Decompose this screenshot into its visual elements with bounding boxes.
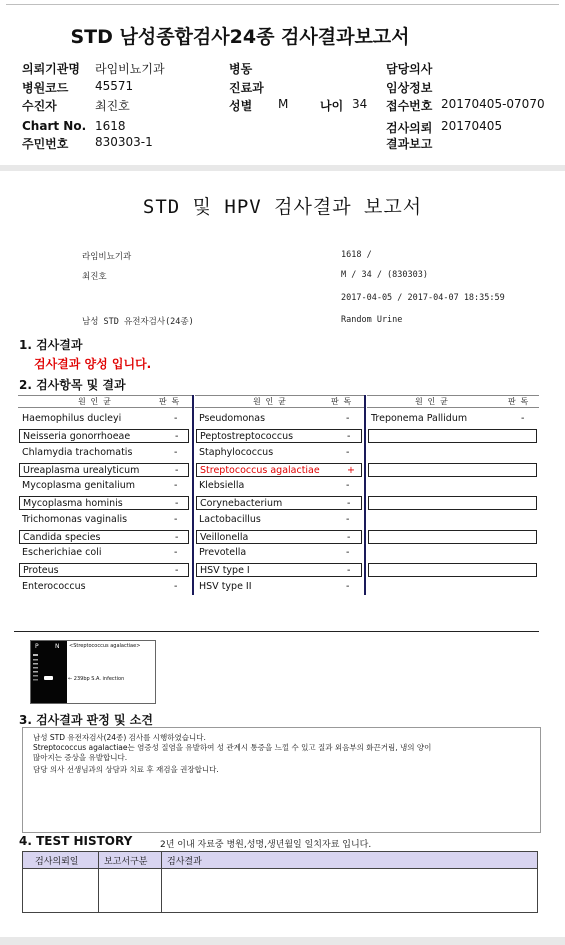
opinion-line: 많아지는 증상을 유발합니다. [33,753,128,762]
history-table [22,851,538,913]
result-cell [19,446,189,460]
result-cell [19,513,189,527]
result-cell [368,546,537,560]
gel-bands-graphic [31,641,67,703]
judgement-value: - [175,465,179,476]
history-note: 2년 이내 자료중 병원,성명,생년월일 일치자료 입니다. [160,840,372,850]
organism-name: Prevotella [199,547,247,558]
organism-name: Haemophilus ducleyi [22,413,122,424]
organism-name: Proteus [23,565,59,576]
doctor-label: 담당의사 [386,62,433,76]
chart-no-label: Chart No. [22,119,87,133]
judgement-value: - [174,547,178,558]
result-cell [19,496,189,510]
organism-name: Mycoplasma genitalium [22,480,136,491]
request-date-value: 20170405 [441,119,503,133]
judgement-value: - [175,431,179,442]
report-test-name: 남성 STD 유전자검사(24종) [82,317,194,327]
gel-electrophoresis-image [30,640,156,704]
request-date-label: 검사의뢰 [386,121,433,135]
result-cell [368,563,537,577]
judgement-value: - [174,413,178,424]
result-cell [19,479,189,493]
result-cell [19,412,189,426]
report-date-label: 결과보고 [386,137,433,151]
organism-name: Corynebacterium [200,498,283,509]
judgement-value: - [174,447,178,458]
gel-lane-p-label: P [35,643,39,650]
table-header-col2 [195,395,365,408]
hospital-code-label: 병원코드 [22,81,69,95]
organism-name: Treponema Pallidum [371,413,468,424]
resident-no-label: 주민번호 [22,137,69,151]
organism-header: 원 인 균 [415,397,448,406]
opinion-line: 남성 STD 유전자검사(24종) 검사를 시행하였습니다. [33,733,206,742]
sex-value: M [278,97,289,111]
result-cell [196,496,362,510]
section4-title: 4. TEST HISTORY [19,834,133,848]
judgement-value: - [347,431,351,442]
patient-value: 최진호 [95,99,130,113]
report-main-title: STD 남성종합검사24종 검사결과보고서 [70,26,410,48]
history-col-divider [161,852,162,912]
organism-header: 원 인 균 [78,397,111,406]
judgement-value: + [347,465,355,476]
section3-title: 3. 검사결과 판정 및 소견 [19,713,153,727]
organism-name: Ureaplasma urealyticum [23,465,140,476]
hospital-code-value: 45571 [95,79,134,93]
organism-name: Enterococcus [22,581,86,592]
result-cell [19,530,189,544]
report-dates: 2017-04-05 / 2017-04-07 18:35:59 [341,293,505,303]
organism-name: HSV type II [199,581,252,592]
table-header-col3 [367,395,539,408]
result-cell [19,463,189,477]
result-cell [368,479,537,493]
judgement-header: 판 독 [159,397,180,406]
age-label: 나이 [320,99,344,113]
judgement-value: - [175,498,179,509]
result-cell [19,563,189,577]
table-header-col1 [18,395,193,408]
institution-value: 라임비뇨기과 [95,62,165,76]
judgement-value: - [175,565,179,576]
result-cell [368,463,537,477]
organism-name: Veillonella [200,532,249,543]
history-col-divider [98,852,99,912]
judgement-value: - [174,514,178,525]
result-cell [196,563,362,577]
judgement-value: - [346,547,350,558]
organism-name: Lactobacillus [199,514,261,525]
result-report-title: STD 및 HPV 검사결과 보고서 [142,196,423,218]
organism-name: HSV type I [200,565,250,576]
gel-lane-n-label: N [55,643,60,650]
history-col-result: 검사결과 [167,857,202,867]
judgement-value: - [347,565,351,576]
history-col-request-date: 검사의뢰일 [35,857,79,867]
judgement-value: - [174,581,178,592]
organism-name: Chlamydia trachomatis [22,447,133,458]
history-col-report-type: 보고서구분 [104,857,148,867]
opinion-box [22,727,541,833]
judgement-header: 판 독 [331,397,352,406]
organism-name: Klebsiella [199,480,245,491]
report-clinic: 라임비뇨기과 [82,252,132,262]
judgement-value: - [175,532,179,543]
gel-title: <Streptococcus agalactiae> [69,643,141,649]
result-cell [19,580,189,594]
clinical-info-label: 임상정보 [386,81,433,95]
report-chart-info: 1618 / [341,250,372,260]
report-sex-age: M / 34 / (830303) [341,270,428,280]
result-cell [368,496,537,510]
result-cell [196,513,362,527]
result-cell [196,546,362,560]
result-cell [196,446,362,460]
organism-name: Candida species [23,532,101,543]
organism-name: Peptostreptococcus [200,431,294,442]
section2-title: 2. 검사항목 및 결과 [19,378,126,392]
result-cell [368,412,537,426]
organism-name: Mycoplasma hominis [23,498,123,509]
organism-name: Trichomonas vaginalis [22,514,128,525]
history-table-header [23,852,537,869]
result-cell [368,446,537,460]
organism-name: Escherichiae coli [22,547,102,558]
ward-label: 병동 [229,62,253,76]
section1-title: 1. 검사결과 [19,338,83,352]
judgement-value: - [347,498,351,509]
result-cell [368,429,537,443]
result-cell [196,463,362,477]
opinion-line: 담당 의사 선생님과의 상담과 치료 후 재검을 권장합니다. [33,765,219,774]
judgement-value: - [346,514,350,525]
organism-name: Staphylococcus [199,447,274,458]
positive-result-text: 검사결과 양성 입니다. [34,357,152,371]
organism-name: Streptococcus agalactiae [200,465,320,476]
gel-band-label: ← 239bp S.A. infection [68,676,125,682]
judgement-value: - [347,532,351,543]
organism-header: 원 인 균 [253,397,286,406]
institution-label: 의뢰기관명 [22,62,80,76]
department-label: 진료과 [229,81,264,95]
judgement-value: - [346,413,350,424]
judgement-value: - [174,480,178,491]
header-top-border [6,4,559,5]
receipt-no-label: 접수번호 [386,99,433,113]
resident-no-value: 830303-1 [95,135,153,149]
result-cell [368,580,537,594]
sex-label: 성별 [229,99,253,113]
result-cell [196,412,362,426]
result-cell [196,479,362,493]
judgement-value: - [346,480,350,491]
judgement-value: - [521,413,525,424]
organism-name: Pseudomonas [199,413,266,424]
result-cell [19,429,189,443]
column-divider [192,395,194,595]
patient-label: 수진자 [22,99,57,113]
result-cell [196,429,362,443]
age-value: 34 [352,97,368,111]
column-divider [364,395,366,595]
judgement-header: 판 독 [508,397,529,406]
chart-no-value: 1618 [95,119,126,133]
result-cell [368,513,537,527]
report-specimen: Random Urine [341,315,403,325]
organism-name: Neisseria gonorrhoeae [23,431,131,442]
result-cell [196,530,362,544]
result-cell [196,580,362,594]
receipt-no-value: 20170405-07070 [441,97,545,111]
opinion-line: Streptococcus agalactiae는 염증성 질염을 유발하여 성 관계시 통증을 느낄 수 있고 질과 외음부의 화끈거림, 냉의 양이 [33,743,432,752]
report-patient: 최진호 [82,272,107,282]
judgement-value: - [346,447,350,458]
result-cell [368,530,537,544]
result-cell [19,546,189,560]
judgement-value: - [346,581,350,592]
gel-lanes [31,641,67,703]
